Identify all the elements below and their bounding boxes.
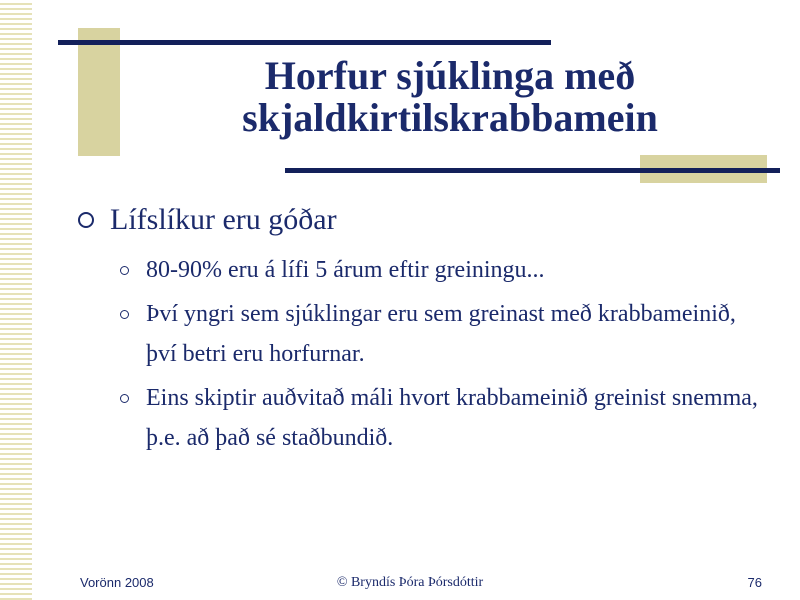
circle-bullet-icon xyxy=(120,266,129,275)
sub-bullet-text: Eins skiptir auðvitað máli hvort krabbameinið greinist snemma, þ.e. að það sé staðbundið. xyxy=(146,385,758,451)
title-line-2: skjaldkirtilskrabbamein xyxy=(242,95,658,140)
circle-bullet-icon xyxy=(120,310,129,319)
circle-bullet-icon xyxy=(78,212,94,228)
sub-bullet xyxy=(120,250,768,290)
page-number: 76 xyxy=(747,575,762,590)
decorative-tan-block-top xyxy=(78,28,120,156)
sub-bullet xyxy=(120,294,768,374)
decorative-line-top xyxy=(58,40,551,45)
decorative-line-bottom xyxy=(285,168,780,173)
sub-bullet-text: Því yngri sem sjúklingar eru sem greinast með krabbameinið, því betri eru horfurnar. xyxy=(146,301,736,367)
sub-bullet-text: 80-90% eru á lífi 5 árum eftir greiningu... xyxy=(146,257,545,283)
footer-center: © Bryndís Þóra Þórsdóttir xyxy=(336,575,484,590)
bullet-level1 xyxy=(78,200,768,240)
title-line-1: Horfur sjúklinga með xyxy=(264,53,636,98)
footer-left: Vorönn 2008 xyxy=(80,575,154,590)
decorative-stripes xyxy=(0,0,32,600)
bullet-list xyxy=(78,200,768,462)
bullet-text: Lífslíkur eru góðar xyxy=(110,203,337,236)
sub-bullet xyxy=(120,378,768,458)
circle-bullet-icon xyxy=(120,394,129,403)
slide-title xyxy=(150,55,750,139)
